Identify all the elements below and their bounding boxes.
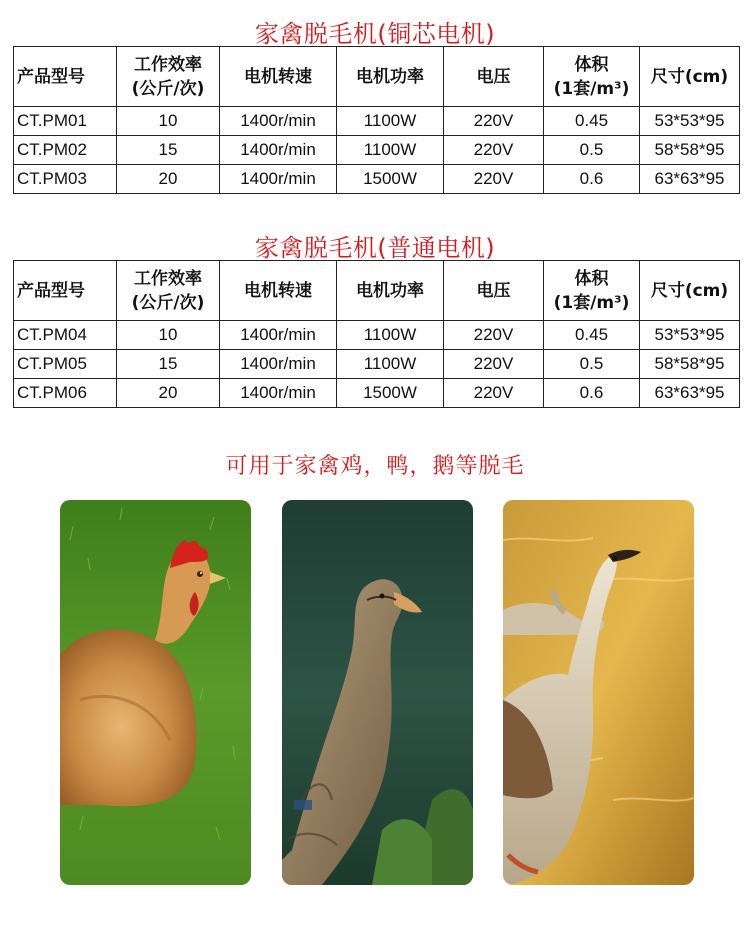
header-power: 电机功率 [337, 261, 444, 321]
table-row [14, 165, 740, 194]
cell-volume: 0.45 [544, 321, 640, 350]
usage-caption: 可用于家禽鸡，鸭，鹅等脱毛 [225, 454, 525, 479]
cell-model: CT.PM06 [14, 379, 117, 408]
cell-size: 58*58*95 [640, 350, 740, 379]
cell-model: CT.PM05 [14, 350, 117, 379]
cell-voltage: 220V [444, 379, 544, 408]
spec-table-copper-motor [13, 46, 740, 194]
cell-efficiency: 15 [117, 136, 220, 165]
cell-voltage: 220V [444, 350, 544, 379]
header-efficiency-line2: (公斤/次) [131, 78, 205, 99]
cell-volume: 0.5 [544, 136, 640, 165]
cell-power: 1100W [337, 350, 444, 379]
header-volume-line1: 体积 [574, 268, 609, 289]
header-voltage: 电压 [444, 47, 544, 107]
cell-model: CT.PM01 [14, 107, 117, 136]
cell-efficiency: 10 [117, 107, 220, 136]
table2-title: 家禽脱毛机(普通电机) [254, 234, 496, 262]
spec-table-standard-motor [13, 260, 740, 408]
table-row [14, 321, 740, 350]
cell-power: 1100W [337, 107, 444, 136]
cell-power: 1100W [337, 136, 444, 165]
cell-speed: 1400r/min [220, 379, 337, 408]
goose-photo [503, 500, 694, 885]
header-speed: 电机转速 [220, 261, 337, 321]
cell-speed: 1400r/min [220, 107, 337, 136]
header-model: 产品型号 [14, 47, 117, 107]
header-efficiency-line1: 工作效率 [134, 54, 202, 75]
header-model: 产品型号 [14, 261, 117, 321]
table-row [14, 136, 740, 165]
table-row [14, 350, 740, 379]
header-power: 电机功率 [337, 47, 444, 107]
chicken-photo [60, 500, 251, 885]
header-volume [544, 261, 640, 321]
cell-model: CT.PM02 [14, 136, 117, 165]
cell-volume: 0.6 [544, 379, 640, 408]
cell-efficiency: 10 [117, 321, 220, 350]
header-voltage: 电压 [444, 261, 544, 321]
header-volume [544, 47, 640, 107]
cell-size: 58*58*95 [640, 136, 740, 165]
table1-title: 家禽脱毛机(铜芯电机) [254, 20, 496, 48]
header-efficiency [117, 47, 220, 107]
cell-volume: 0.5 [544, 350, 640, 379]
chicken-illustration [60, 500, 251, 885]
cell-efficiency: 20 [117, 165, 220, 194]
cell-model: CT.PM04 [14, 321, 117, 350]
cell-size: 53*53*95 [640, 107, 740, 136]
duck-photo [282, 500, 473, 885]
header-volume-line2: (1套/m³) [553, 292, 630, 313]
header-size: 尺寸(cm) [640, 47, 740, 107]
table-row [14, 107, 740, 136]
cell-volume: 0.45 [544, 107, 640, 136]
cell-model: CT.PM03 [14, 165, 117, 194]
cell-speed: 1400r/min [220, 165, 337, 194]
header-speed: 电机转速 [220, 47, 337, 107]
cell-size: 63*63*95 [640, 165, 740, 194]
header-efficiency-line2: (公斤/次) [131, 292, 205, 313]
header-efficiency-line1: 工作效率 [134, 268, 202, 289]
cell-speed: 1400r/min [220, 350, 337, 379]
cell-efficiency: 15 [117, 350, 220, 379]
cell-voltage: 220V [444, 136, 544, 165]
cell-speed: 1400r/min [220, 136, 337, 165]
header-size: 尺寸(cm) [640, 261, 740, 321]
cell-size: 53*53*95 [640, 321, 740, 350]
cell-power: 1500W [337, 379, 444, 408]
cell-power: 1500W [337, 165, 444, 194]
cell-power: 1100W [337, 321, 444, 350]
cell-volume: 0.6 [544, 165, 640, 194]
table-header-row [14, 261, 740, 321]
header-efficiency [117, 261, 220, 321]
header-volume-line1: 体积 [574, 54, 609, 75]
cell-voltage: 220V [444, 165, 544, 194]
cell-speed: 1400r/min [220, 321, 337, 350]
goose-illustration [503, 500, 694, 885]
table-row [14, 379, 740, 408]
cell-efficiency: 20 [117, 379, 220, 408]
table-header-row [14, 47, 740, 107]
duck-illustration [282, 500, 473, 885]
cell-size: 63*63*95 [640, 379, 740, 408]
cell-voltage: 220V [444, 107, 544, 136]
cell-voltage: 220V [444, 321, 544, 350]
header-volume-line2: (1套/m³) [553, 78, 630, 99]
